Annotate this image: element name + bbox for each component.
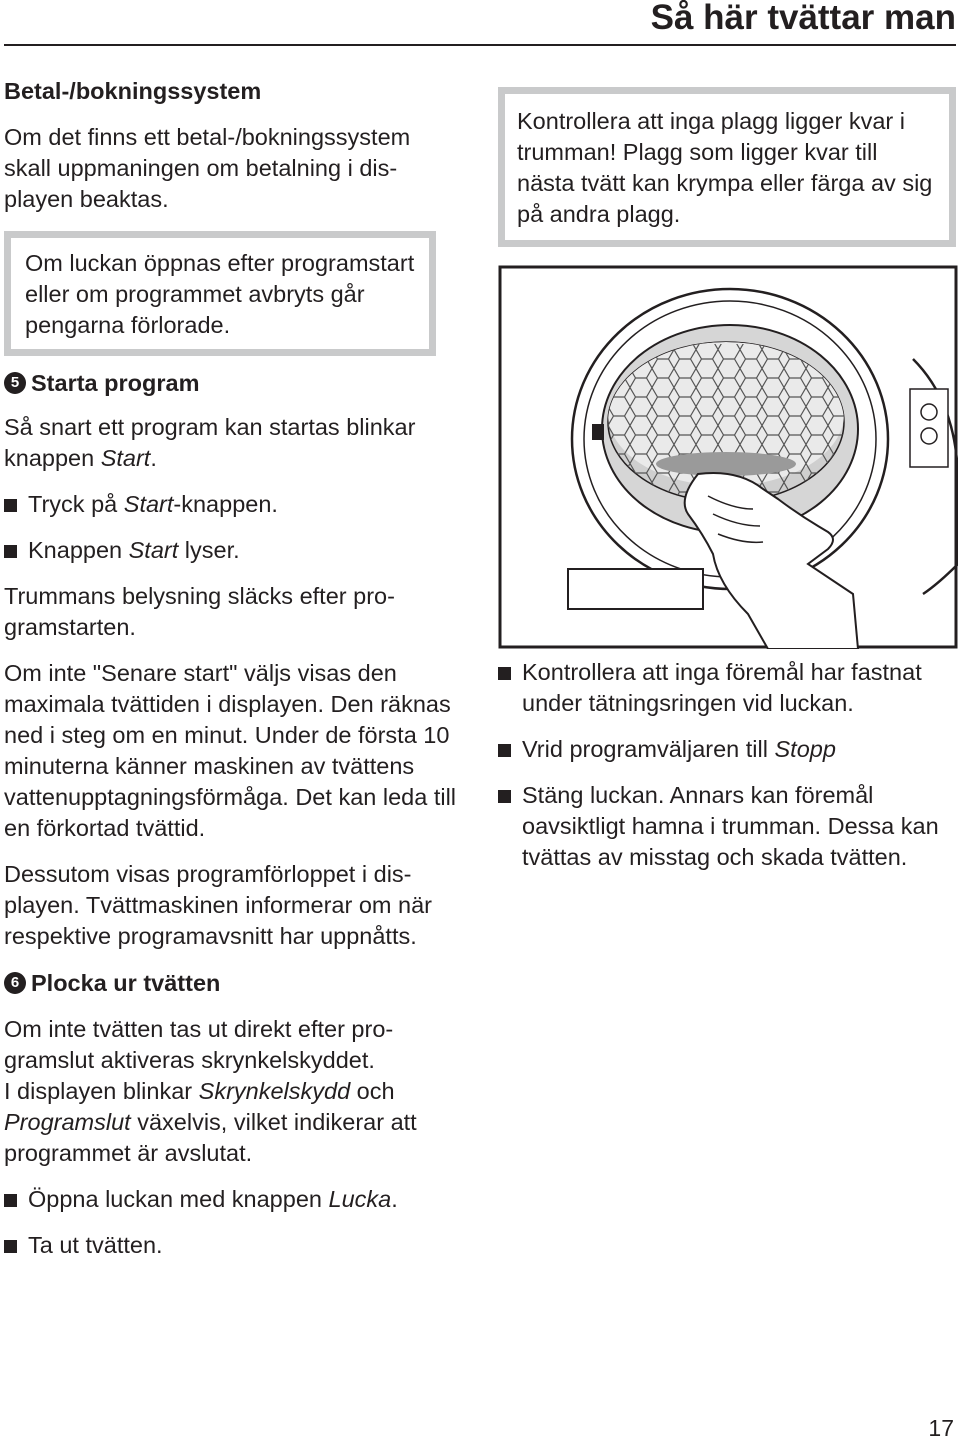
step5-bullet — [4, 535, 466, 566]
bullet-square-icon — [4, 545, 17, 558]
bullet-text: Stäng luckan. Annars kan föremål oavsiktligt hamna i trumman. Dessa kan tvättas av misstag och skada tvätten. — [522, 782, 939, 870]
left-column — [4, 76, 466, 1261]
right-column-top — [498, 87, 956, 247]
warning-box — [498, 87, 956, 247]
step6-number: 6 — [4, 972, 26, 994]
step5-intro-end: . — [150, 445, 157, 471]
step5-heading — [4, 368, 466, 398]
bullet-square-icon — [498, 744, 511, 757]
bullet-text: Ta ut tvätten. — [28, 1232, 163, 1258]
warning-text: Kontrollera att inga plagg ligger kvar i trumman! Plagg som ligger kvar till nästa tvätt kan krympa eller färga av sig på andra plagg. — [517, 108, 933, 227]
bullet-square-icon — [4, 1240, 17, 1253]
step5-bullet — [4, 489, 466, 520]
payment-note-text: Om luckan öppnas efter programstart eller om programmet avbryts går pengarna förlorade. — [25, 250, 415, 338]
step5-number: 5 — [4, 372, 26, 394]
step6-heading — [4, 968, 466, 998]
bullet-text: Öppna luckan med knappen Lucka. — [28, 1186, 398, 1212]
step5-heading-text: Starta program — [31, 370, 200, 396]
bullet-text: Tryck på Start-knappen. — [28, 491, 278, 517]
step5-para3: Dessutom visas programförloppet i displayen. Tvättmaskinen informerar om när respektive programavsnitt har uppnåtts. — [4, 861, 432, 949]
step5-intro — [4, 412, 466, 474]
washing-machine-drum-illustration — [498, 264, 958, 649]
right-column-bottom — [498, 657, 956, 873]
step5-para2: Om inte "Senare start" väljs visas den maximala tvättiden i displayen. Den räknas ned i steg om en minut. Under de första 10 minuterna känner maskinen av tvättens vattenupptagningsförmåga. Det kan leda till en förkortad tvättid. — [4, 660, 457, 841]
bullet-square-icon — [498, 790, 511, 803]
step6-bullet — [4, 1184, 466, 1215]
bullet-square-icon — [4, 1194, 17, 1207]
bullet-square-icon — [498, 667, 511, 680]
bullet-text: Knappen Start lyser. — [28, 537, 240, 563]
payment-note-box — [4, 231, 436, 356]
bullet-square-icon — [4, 499, 17, 512]
bullet-text: Vrid programväljaren till Stopp — [522, 736, 836, 762]
right-bullet — [498, 734, 956, 765]
bullet-text: Kontrollera att inga föremål har fastnat under tätningsringen vid luckan. — [522, 659, 922, 716]
page-title: Så här tvättar man — [650, 0, 956, 37]
payment-heading: Betal-/bokningssystem — [4, 78, 262, 104]
step5-intro-text: Så snart ett program kan startas blinkar knappen — [4, 414, 416, 471]
step6-para-a: Om inte tvätten tas ut direkt efter programslut aktiveras skrynkelskyddet. — [4, 1016, 394, 1073]
start-button-ref: Start — [100, 445, 151, 471]
right-bullet — [498, 657, 956, 719]
right-bullet — [498, 780, 956, 873]
step6-bullet — [4, 1230, 466, 1261]
header-rule — [4, 44, 956, 46]
step5-para1: Trummans belysning släcks efter programstarten. — [4, 583, 395, 640]
page-number: 17 — [928, 1415, 954, 1441]
step6-para-b: I displayen blinkar Skrynkelskydd och Programslut växelvis, vilket indikerar att programmet är avslutat. — [4, 1078, 417, 1166]
payment-body: Om det finns ett betal-/bokningssystem skall uppmaningen om betalning i displayen beaktas. — [4, 124, 411, 212]
step6-heading-text: Plocka ur tvätten — [31, 970, 221, 996]
